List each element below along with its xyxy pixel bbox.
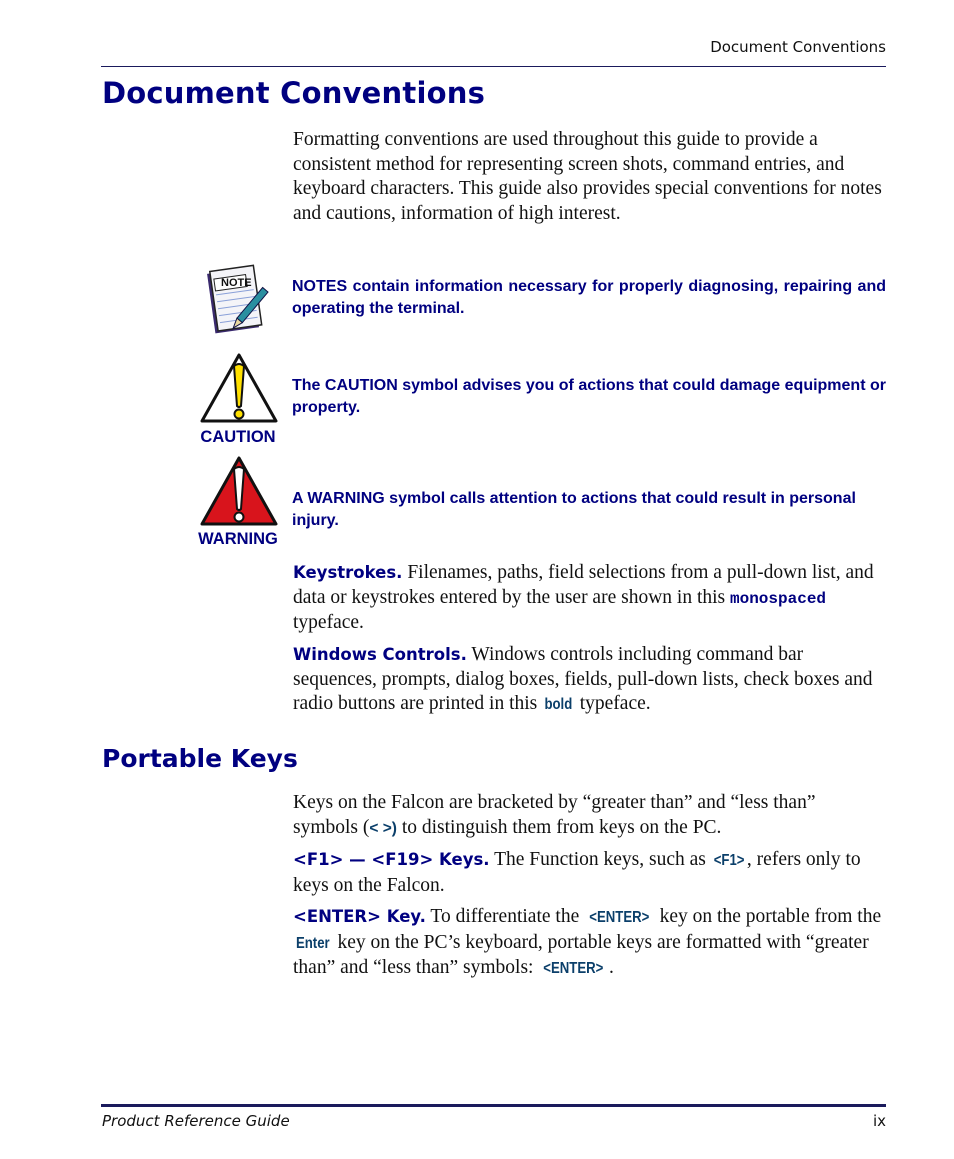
bold-sample: bold [544,696,573,713]
warning-label: WARNING [198,530,278,548]
keystrokes-text-2: typeface. [293,612,364,633]
warning-notice: A WARNING symbol calls attention to actions that could result in personal injury. [292,490,856,529]
windows-controls-text-2: typeface. [574,693,651,714]
keystrokes-text-1: Filenames, paths, field selections from a pull-down list, and data or keystrokes entered by the user are shown in this [293,562,874,608]
f1-key-sample: <F1> [713,852,745,869]
section-heading-portable-keys: Portable Keys [102,744,298,773]
caution-label: CAUTION [200,428,276,446]
function-keys-lead: <F1> — <F19> Keys. [293,850,490,869]
note-icon-label: NOTE [221,277,252,289]
function-keys-text-1: The Function keys, such as [489,849,711,870]
warning-icon [199,455,279,527]
caution-notice: The CAUTION symbol advises you of actions that could damage equipment or property. [292,377,886,416]
enter-key-lead: <ENTER> Key. [293,907,426,926]
windows-controls-text-1: Windows controls including command bar sequences, prompts, dialog boxes, fields, pull-down lists, check boxes and radio buttons are printed in this [293,644,873,714]
enter-key-sample-1: <ENTER> [589,909,650,926]
note-notice: NOTES contain information necessary for properly diagnosing, repairing and operating the terminal. [292,278,886,317]
enter-key-sample-2: Enter [295,934,330,952]
enter-key-text-2: key on the portable from the [654,906,882,927]
enter-key-text-3: key on the PC’s keyboard, portable keys are formatted with “greater than” and “less than” symbols: [293,931,869,978]
bracket-symbols: < >) [369,819,397,837]
footer-divider [101,1104,886,1107]
function-keys-paragraph [293,848,885,898]
keystrokes-lead: Keystrokes. [293,563,403,582]
function-keys-text-2: , refers only to keys on the Falcon. [293,849,861,896]
enter-key-sample-3: <ENTER> [543,960,604,977]
header-divider [101,66,886,67]
enter-key-paragraph [293,905,885,982]
page-number: ix [872,1112,886,1130]
portable-keys-intro-2: to distinguish them from keys on the PC. [396,816,722,838]
windows-controls-lead: Windows Controls. [293,645,467,664]
enter-key-text-4: . [608,957,614,978]
page-title: Document Conventions [102,76,486,110]
monospaced-sample: monospaced [730,589,827,608]
footer-guide-title: Product Reference Guide [102,1112,290,1130]
keystrokes-paragraph [293,561,885,636]
intro-paragraph [293,128,885,226]
portable-keys-intro [293,791,885,841]
windows-controls-paragraph [293,643,885,718]
portable-keys-intro-1: Keys on the Falcon are bracketed by “greater than” and “less than” symbols ( [293,792,816,838]
enter-key-text-1: To differentiate the [425,906,585,927]
intro-text: Formatting conventions are used throughout this guide to provide a consistent method for representing screen shots, command entries, and keyboard characters. This guide also provides special conventions for notes and cautions, information of high interest. [293,129,882,224]
note-icon [205,262,269,338]
running-header: Document Conventions [710,38,886,56]
caution-icon [199,352,279,424]
